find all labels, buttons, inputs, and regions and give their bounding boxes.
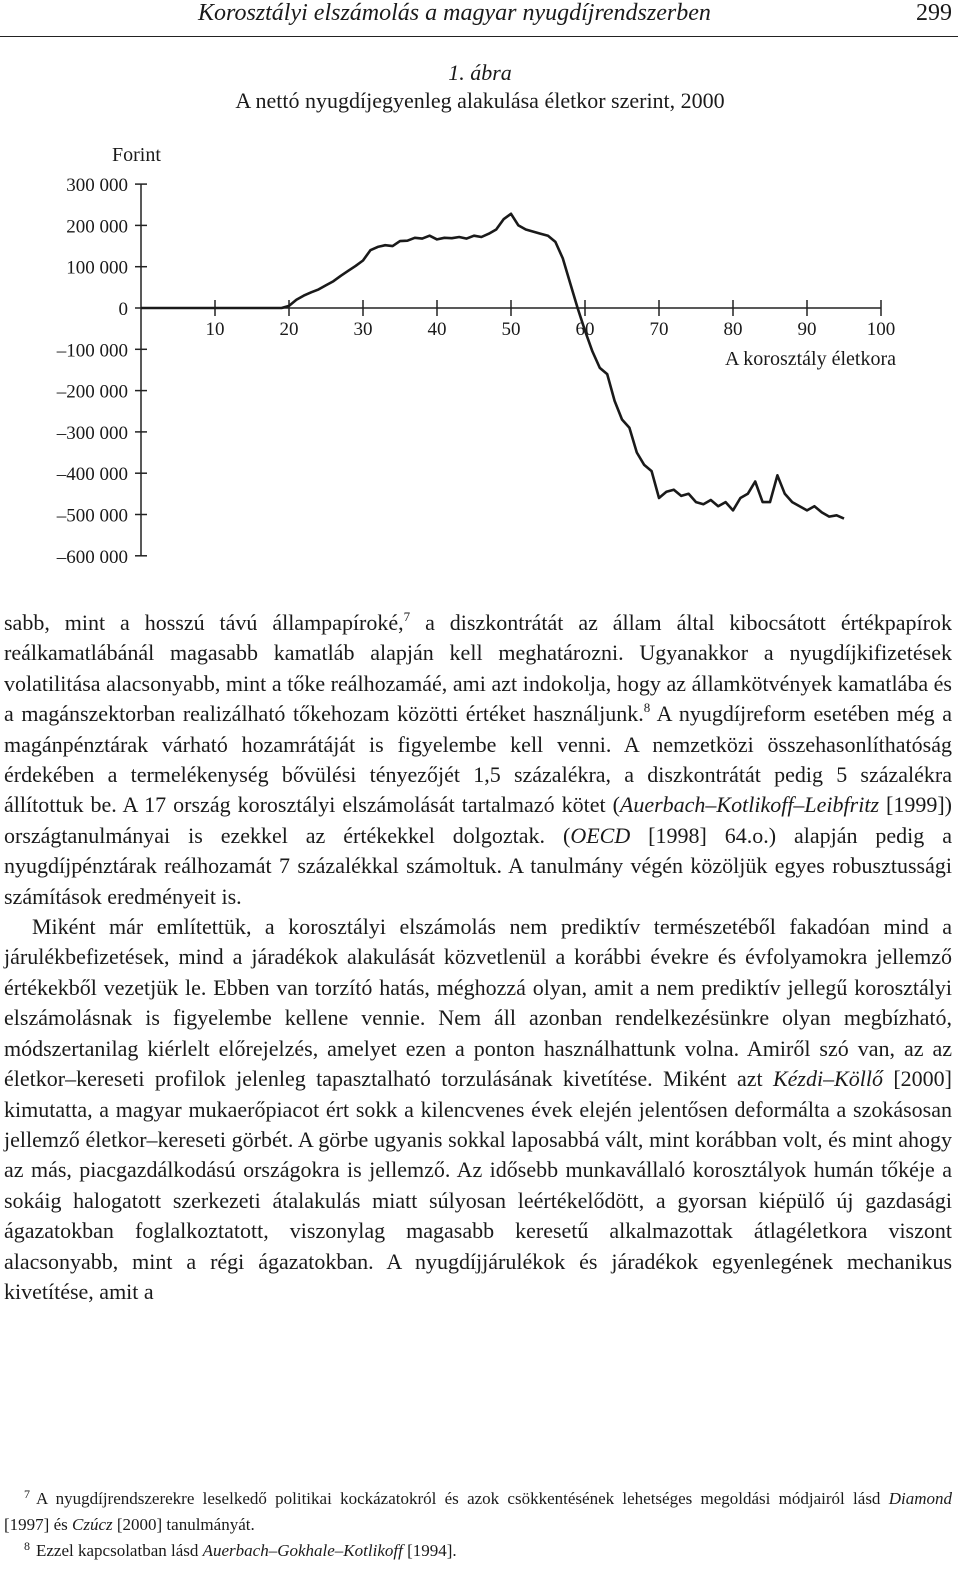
text-run: [2000] tanulmányát. [112, 1515, 255, 1534]
citation: Auerbach–Kotlikoff–Leibfritz [619, 792, 880, 818]
x-tick-label: 60 [575, 319, 595, 340]
x-tick-label: 10 [205, 319, 225, 340]
y-axis [56, 175, 147, 568]
x-tick-label: 100 [866, 319, 896, 340]
citation: Diamond [888, 1489, 952, 1508]
figure-title: A nettó nyugdíjegyenleg alakulása életkor szerint, 2000 [235, 88, 725, 113]
text-run: [1994]. [402, 1541, 457, 1560]
citation: Auerbach–Gokhale–Kotlikoff [202, 1541, 403, 1560]
body-text [4, 608, 952, 1307]
text-run: [1998] 64.o.) alapján pedig a nyugdíjpénztárak reálhozamát 7 százalékkal számoltuk. A tanulmány végén közöljük egyes robusztussági számítások eredményeit is. [4, 822, 952, 909]
text-run: Ezzel kapcsolatban lásd [36, 1541, 203, 1560]
footnote-ref-7: 7 [403, 609, 411, 624]
y-tick-label: –200 000 [56, 381, 128, 403]
footnote-8 [4, 1538, 952, 1564]
y-tick-label: 200 000 [66, 216, 128, 238]
citation: Czúcz [71, 1515, 113, 1534]
header-rule [0, 36, 958, 37]
y-tick-label: 100 000 [66, 257, 128, 279]
x-tick-label: 90 [797, 319, 817, 340]
text-run: Miként már említettük, a korosztályi elszámolás nem prediktív természetéből fakadóan mind a járulékbefizetések, mind a járadékok alakulását közvetlenül a korábbi évekre és évfolyamokra jellemző értékekből vezetjük le. Ebben van torzító hatás, méghozzá olyan, amit a nem prediktív jellegű korosztályi elszámolásnak is figyelembe kellene vennie. Nem áll azonban rendelkezésünkre olyan megbízható, módszertanilag kiérlelt előrejelzés, amelyet ezen a ponton használhattunk volna. Amiről szó van, az az életkor–kereseti profilok jelenleg tapasztalható torzulásának kivetítése. Miként azt [4, 914, 952, 1092]
text-run: sabb, mint a hosszú távú állampapíroké, [4, 610, 404, 635]
running-title: Korosztályi elszámolás a magyar nyugdíjrendszerben [198, 0, 711, 26]
footnote-number: 8 [24, 1539, 30, 1553]
footnote-ref-8: 8 [643, 700, 651, 716]
y-tick-label: 300 000 [66, 175, 128, 197]
x-axis [141, 300, 895, 340]
footnote-number: 7 [24, 1487, 30, 1501]
x-tick-label: 70 [649, 319, 669, 340]
net-pension-balance-chart [0, 160, 960, 580]
text-run: [2000] kimutatta, a magyar mukaerőpiacot ért sokk a kilencvenes évek elején jelentősen deformálta a szokásosan jellemző életkor–kereseti görbét. A görbe ugyanis sokkal laposabbá vált, mint korábban volt, és mint ahogy az más, piacgazdálkodású országokra is jellemző. Az idősebb munkavállaló korosztályok humán tőkéje a sokáig halogatott szerkezeti átalakulás miatt súlyosan leértékelődött, a gyorsan kiépülő új gazdasági ágazatokban foglalkoztatott, viszonylag magasabb keresetű alkalmazottak átlagéletkora viszont alacsonyabb, mint a régi ágazatokban. A nyugdíjjárulékok és járadékok egyenlegének mechanikus kivetítése, amit a [4, 1066, 953, 1304]
text-run: A nyugdíjreform esetében még a magánpénztárak várható hozamrátáját is figyelembe kell venni. A nemzetközi összehasonlíthatóság érdekében a termelékenység bővülési tényezőjét 1,5 százalékra, a diszkontrátát pedig 5 százalékra állítottuk be. A 17 ország korosztályi elszámolását tartalmazó kötet ( [4, 701, 952, 818]
y-tick-label: –400 000 [56, 464, 128, 486]
text-run: a diszkontrátát az állam által kibocsátott értékpapírok reálkamatlábánál magasabb kamatláb alapján kell meghatározni. Ugyanakkor a nyugdíjkifizetések volatilitása alacsonyabb, mint a tőke reálhozamáé, ami azt indokolja, hogy az államkötvények kamatlába és a magánszektorban realizálható tőkehozam közötti értéket használjunk. [4, 610, 952, 727]
x-tick-label: 20 [279, 319, 299, 340]
footnotes [4, 1486, 952, 1564]
y-tick-label: 0 [118, 299, 128, 320]
x-tick-label: 30 [353, 319, 373, 340]
text-run: [1999]) országtanulmányai is ezekkel az értékekkel dolgoztak. ( [4, 792, 952, 848]
text-run: A nyugdíjrendszerekre leselkedő politikai kockázatokról és azok csökkentésének lehetséges megoldási módjairól lásd [36, 1489, 889, 1508]
text-run: [1997] és [4, 1515, 72, 1534]
y-axis-unit-label: Forint [112, 144, 161, 166]
x-tick-label: 80 [723, 319, 743, 340]
paragraph [4, 608, 952, 912]
x-tick-label: 50 [501, 319, 521, 340]
page-header [0, 0, 960, 40]
paragraph [4, 912, 952, 1307]
page-number: 299 [916, 0, 952, 26]
citation: Kézdi–Köllő [772, 1066, 883, 1092]
figure-number: 1. ábra [448, 60, 512, 85]
y-tick-label: –600 000 [56, 546, 128, 568]
y-tick-label: –100 000 [56, 340, 128, 362]
y-tick-label: –500 000 [56, 505, 128, 527]
citation: OECD [570, 822, 631, 848]
x-axis-label: A korosztály életkora [724, 348, 896, 370]
x-tick-label: 40 [427, 319, 447, 340]
y-tick-label: –300 000 [56, 422, 128, 444]
footnote-7 [4, 1486, 952, 1538]
